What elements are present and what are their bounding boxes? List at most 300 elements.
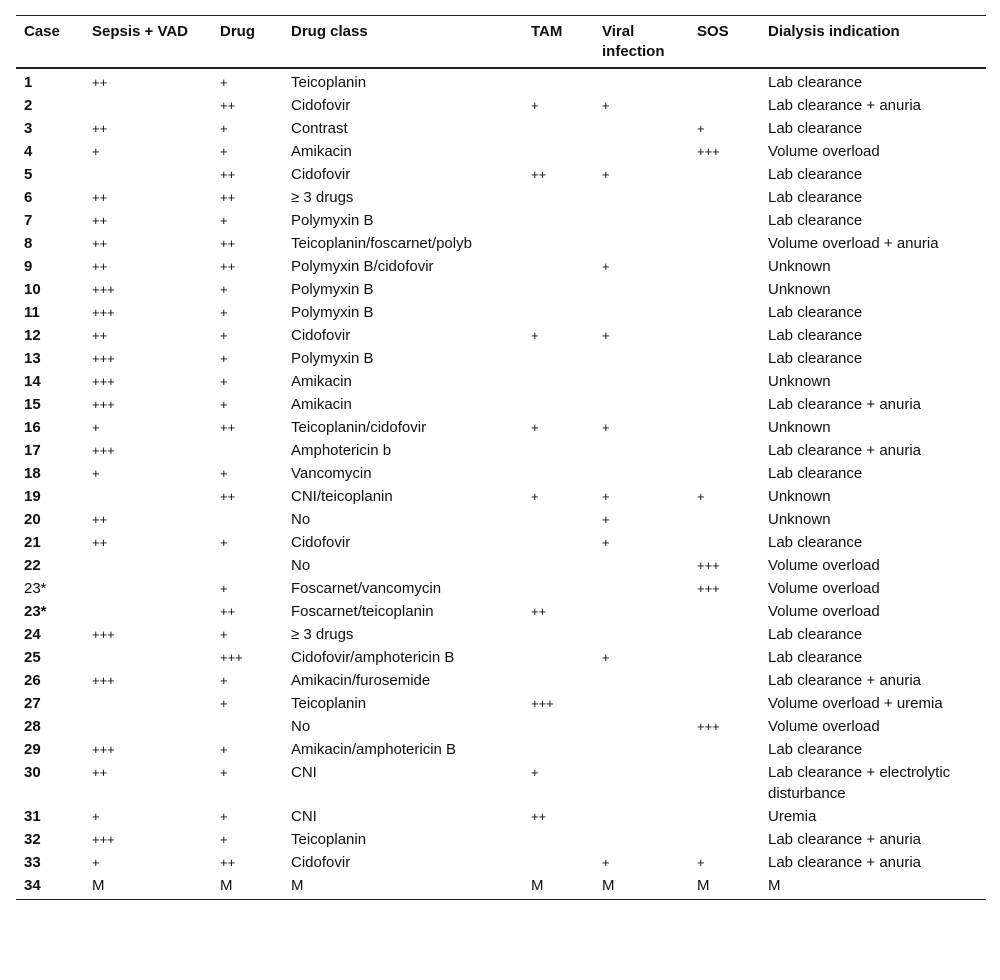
cell-drug: ++ (220, 236, 236, 251)
cell-drug-class: Cidofovir (291, 97, 351, 114)
cell-drug-class: No (291, 718, 311, 735)
cell-sos (689, 324, 760, 347)
cell-sos: M (689, 874, 760, 900)
cell-sepsis-vad (84, 554, 212, 577)
cell-drug: + (220, 328, 228, 343)
cell-sos (689, 761, 760, 805)
cell-case: 33 (24, 854, 41, 871)
cell-sos (689, 531, 760, 554)
cell-dialysis-indication: Volume overload + anuria (768, 235, 939, 252)
cell-drug-class: Polymyxin B (291, 350, 374, 367)
cell-drug: + (220, 305, 228, 320)
cell-tam (523, 669, 594, 692)
cell-tam (523, 715, 594, 738)
cell-dialysis-indication: Unknown (768, 373, 831, 390)
cell-sepsis-vad (84, 163, 212, 186)
cell-drug-class: Teicoplanin (291, 695, 367, 712)
cell-viral-infection: M (594, 874, 689, 900)
cell-drug-class: Cidofovir/amphotericin B (291, 649, 455, 666)
cell-case: 4 (24, 143, 33, 160)
cell-sepsis-vad: ++ (92, 121, 108, 136)
cell-viral-infection (594, 805, 689, 828)
cell-dialysis-indication: Unknown (768, 281, 831, 298)
cell-sos (689, 416, 760, 439)
cell-tam: ++ (531, 167, 547, 182)
table-row (16, 874, 986, 900)
cell-tam: ++ (531, 604, 547, 619)
cell-sos: + (697, 489, 705, 504)
cell-tam (523, 646, 594, 669)
table-row (16, 439, 986, 462)
cell-sos (689, 393, 760, 416)
cell-drug-class: Amikacin/furosemide (291, 672, 431, 689)
table-row (16, 508, 986, 531)
cell-tam (523, 255, 594, 278)
cell-tam: + (531, 489, 539, 504)
cell-drug: + (220, 742, 228, 757)
cell-sepsis-vad: + (92, 809, 100, 824)
cell-drug: + (220, 765, 228, 780)
cell-dialysis-indication: Lab clearance (768, 465, 863, 482)
cell-case: 25 (24, 649, 41, 666)
cell-viral-infection (594, 347, 689, 370)
cell-sos: +++ (697, 144, 720, 159)
cell-dialysis-indication: Volume overload (768, 557, 880, 574)
cell-sepsis-vad: ++ (92, 328, 108, 343)
cell-drug: + (220, 213, 228, 228)
cell-viral-infection (594, 278, 689, 301)
cell-drug: ++ (220, 604, 236, 619)
cell-viral-infection (594, 140, 689, 163)
cell-tam: + (531, 98, 539, 113)
cell-dialysis-indication: Lab clearance + anuria (768, 672, 922, 689)
cell-viral-infection (594, 669, 689, 692)
cell-viral-infection: + (602, 489, 610, 504)
cell-tam: + (531, 420, 539, 435)
cell-drug: + (220, 696, 228, 711)
cell-viral-infection: + (602, 855, 610, 870)
cell-drug: +++ (220, 650, 243, 665)
cell-dialysis-indication: M (760, 874, 986, 900)
cell-case: 32 (24, 831, 41, 848)
cell-dialysis-indication: Volume overload (768, 718, 880, 735)
cell-drug-class: CNI (291, 764, 317, 781)
cell-drug: + (220, 535, 228, 550)
table-row (16, 761, 986, 805)
cell-viral-infection (594, 439, 689, 462)
table-row (16, 370, 986, 393)
cell-case: 18 (24, 465, 41, 482)
table-row (16, 278, 986, 301)
cell-sos (689, 94, 760, 117)
cell-drug-class: Teicoplanin/foscarnet/polyb (291, 235, 472, 252)
cell-drug-class: CNI (291, 808, 317, 825)
cell-dialysis-indication: Volume overload (768, 143, 880, 160)
cell-drug: + (220, 75, 228, 90)
table-row (16, 255, 986, 278)
table-row (16, 554, 986, 577)
cell-viral-infection (594, 232, 689, 255)
cell-drug (212, 715, 283, 738)
cell-case: 34 (16, 874, 84, 900)
cell-tam: + (531, 328, 539, 343)
cell-case: 21 (24, 534, 41, 551)
cell-viral-infection (594, 462, 689, 485)
cell-tam (523, 347, 594, 370)
cell-drug-class: Cidofovir (291, 327, 351, 344)
cell-tam: +++ (531, 696, 554, 711)
table-row (16, 646, 986, 669)
cell-dialysis-indication: Uremia (768, 808, 817, 825)
cell-drug: ++ (220, 259, 236, 274)
table-row (16, 140, 986, 163)
cell-case: 12 (24, 327, 41, 344)
table-row (16, 692, 986, 715)
cell-sepsis-vad: +++ (92, 742, 115, 757)
cell-viral-infection (594, 209, 689, 232)
cell-viral-infection (594, 623, 689, 646)
table-row (16, 485, 986, 508)
table-row (16, 577, 986, 600)
cell-drug: M (212, 874, 283, 900)
cell-sepsis-vad: ++ (92, 259, 108, 274)
cell-dialysis-indication: Unknown (768, 419, 831, 436)
cell-viral-infection (594, 761, 689, 805)
cell-viral-infection (594, 301, 689, 324)
cell-case: 17 (24, 442, 41, 459)
table-row (16, 416, 986, 439)
cell-drug-class: Polymyxin B/cidofovir (291, 258, 434, 275)
cell-dialysis-indication: Unknown (768, 258, 831, 275)
cell-sepsis-vad: +++ (92, 673, 115, 688)
cell-tam (523, 278, 594, 301)
cell-sepsis-vad (84, 600, 212, 623)
cell-case: 11 (24, 304, 40, 321)
table-row (16, 462, 986, 485)
cell-drug-class: Amphotericin b (291, 442, 392, 459)
cell-viral-infection: + (602, 98, 610, 113)
cell-tam (523, 232, 594, 255)
table-row (16, 186, 986, 209)
cell-tam (523, 393, 594, 416)
table-row (16, 600, 986, 623)
cell-case: 16 (24, 419, 41, 436)
cell-sepsis-vad (84, 577, 212, 600)
cell-tam (523, 301, 594, 324)
cell-sos: + (697, 121, 705, 136)
cell-drug: ++ (220, 420, 236, 435)
cell-viral-infection: + (602, 420, 610, 435)
cell-viral-infection (594, 554, 689, 577)
cell-drug-class: Polymyxin B (291, 281, 374, 298)
cell-sepsis-vad: ++ (92, 512, 108, 527)
cell-case: 22 (24, 557, 41, 574)
cell-case: 8 (24, 235, 33, 252)
cell-sepsis-vad: +++ (92, 627, 115, 642)
cell-sos (689, 347, 760, 370)
cell-drug-class: Polymyxin B (291, 304, 374, 321)
cell-dialysis-indication: Lab clearance + anuria (768, 396, 922, 413)
cell-case: 10 (24, 281, 41, 298)
cell-sos: +++ (697, 719, 720, 734)
cell-viral-infection: + (602, 167, 610, 182)
cell-dialysis-indication: Lab clearance + anuria (768, 854, 922, 871)
cell-tam (523, 851, 594, 874)
cell-viral-infection (594, 715, 689, 738)
cell-case: 6 (24, 189, 33, 206)
cell-dialysis-indication: Volume overload (768, 580, 880, 597)
cell-sos (689, 828, 760, 851)
table-row (16, 347, 986, 370)
cell-case: 27 (24, 695, 41, 712)
cell-drug: + (220, 673, 228, 688)
cell-tam (523, 623, 594, 646)
table-row (16, 393, 986, 416)
cell-sos (689, 738, 760, 761)
cell-dialysis-indication: Unknown (768, 511, 831, 528)
cell-case: 7 (24, 212, 33, 229)
cell-drug (212, 439, 283, 462)
cell-drug: + (220, 282, 228, 297)
cell-viral-infection: + (602, 259, 610, 274)
cell-drug-class: Amikacin (291, 143, 352, 160)
cell-dialysis-indication: Lab clearance + anuria (768, 831, 922, 848)
cell-case: 24 (24, 626, 41, 643)
cell-tam (523, 738, 594, 761)
cell-sepsis-vad (84, 715, 212, 738)
cell-drug-class: ≥ 3 drugs (291, 626, 354, 643)
cell-case: 13 (24, 350, 41, 367)
cell-drug: ++ (220, 98, 236, 113)
cell-case: 20 (24, 511, 41, 528)
cell-viral-infection (594, 828, 689, 851)
table-row (16, 531, 986, 554)
cell-sos (689, 623, 760, 646)
cell-drug-class: Teicoplanin (291, 831, 367, 848)
cell-case: 23* (24, 580, 47, 597)
cell-sos (689, 646, 760, 669)
cell-tam (523, 209, 594, 232)
cell-tam (523, 140, 594, 163)
cell-sepsis-vad (84, 692, 212, 715)
cell-dialysis-indication: Lab clearance (768, 327, 863, 344)
cell-viral-infection (594, 600, 689, 623)
table-row (16, 828, 986, 851)
table-row (16, 68, 986, 94)
cell-dialysis-indication: Lab clearance (768, 120, 863, 137)
cell-sepsis-vad: ++ (92, 190, 108, 205)
cell-sepsis-vad: + (92, 855, 100, 870)
cell-viral-infection: + (602, 650, 610, 665)
table-row (16, 669, 986, 692)
cell-sos (689, 209, 760, 232)
cell-case: 2 (24, 97, 33, 114)
cell-drug (212, 508, 283, 531)
table-row (16, 163, 986, 186)
cell-viral-infection (594, 393, 689, 416)
table-row (16, 324, 986, 347)
header-dialysis-indication: Dialysis indication (760, 16, 986, 69)
cell-sos: +++ (697, 581, 720, 596)
cell-sos (689, 462, 760, 485)
cell-drug: + (220, 581, 228, 596)
cell-drug-class: Amikacin (291, 396, 352, 413)
cell-sepsis-vad (84, 94, 212, 117)
cell-viral-infection (594, 577, 689, 600)
cell-case: 30 (24, 764, 41, 781)
table-row (16, 738, 986, 761)
cell-dialysis-indication: Lab clearance (768, 626, 863, 643)
cell-case: 23* (24, 603, 47, 620)
cell-drug-class: Teicoplanin (291, 74, 367, 91)
table-row (16, 117, 986, 140)
cell-viral-infection (594, 68, 689, 94)
cell-viral-infection (594, 738, 689, 761)
cell-tam (523, 462, 594, 485)
cell-sepsis-vad: + (92, 420, 100, 435)
cell-case: 15 (24, 396, 41, 413)
cell-sos (689, 600, 760, 623)
cell-drug: ++ (220, 190, 236, 205)
cell-sepsis-vad (84, 646, 212, 669)
cell-sos (689, 68, 760, 94)
cell-drug: ++ (220, 855, 236, 870)
cell-dialysis-indication: Unknown (768, 488, 831, 505)
cell-tam (523, 186, 594, 209)
table-row (16, 209, 986, 232)
cell-drug (212, 554, 283, 577)
table-row (16, 851, 986, 874)
cell-drug-class: Cidofovir (291, 166, 351, 183)
cell-tam (523, 370, 594, 393)
cell-case: 5 (24, 166, 33, 183)
cell-case: 1 (24, 74, 33, 91)
cell-dialysis-indication: Lab clearance (768, 304, 863, 321)
cell-drug-class: Foscarnet/vancomycin (291, 580, 442, 597)
cell-tam: + (531, 765, 539, 780)
cell-drug: ++ (220, 489, 236, 504)
cell-case: 28 (24, 718, 41, 735)
cell-sepsis-vad: +++ (92, 351, 115, 366)
cell-case: 14 (24, 373, 41, 390)
cell-dialysis-indication: Lab clearance (768, 166, 863, 183)
cell-tam (523, 554, 594, 577)
cell-tam (523, 117, 594, 140)
cell-sos: +++ (697, 558, 720, 573)
cell-sepsis-vad: + (92, 144, 100, 159)
cell-viral-infection (594, 692, 689, 715)
header-viral-infection: Viral infection (594, 16, 689, 69)
cell-sepsis-vad: +++ (92, 397, 115, 412)
cell-dialysis-indication: Lab clearance (768, 212, 863, 229)
cell-sepsis-vad: +++ (92, 282, 115, 297)
cell-dialysis-indication: Volume overload (768, 603, 880, 620)
header-case: Case (16, 16, 84, 69)
cell-sos (689, 439, 760, 462)
cell-dialysis-indication: Lab clearance (768, 350, 863, 367)
cell-case: 19 (24, 488, 41, 505)
cell-sepsis-vad: ++ (92, 535, 108, 550)
cell-tam (523, 439, 594, 462)
cell-drug: + (220, 466, 228, 481)
cell-sos (689, 805, 760, 828)
cell-drug-class: Foscarnet/teicoplanin (291, 603, 434, 620)
cell-tam (523, 508, 594, 531)
cell-drug: ++ (220, 167, 236, 182)
dialysis-cases-table (16, 15, 986, 900)
cell-dialysis-indication: Lab clearance (768, 649, 863, 666)
cell-sos (689, 232, 760, 255)
cell-drug-class: M (283, 874, 523, 900)
cell-drug: + (220, 351, 228, 366)
cell-sos (689, 301, 760, 324)
cell-drug: + (220, 121, 228, 136)
cell-sos (689, 692, 760, 715)
table-row (16, 623, 986, 646)
header-sepsis-vad: Sepsis + VAD (84, 16, 212, 69)
cell-tam (523, 577, 594, 600)
cell-drug-class: Polymyxin B (291, 212, 374, 229)
cell-tam (523, 68, 594, 94)
cell-sos (689, 370, 760, 393)
header-drug: Drug (212, 16, 283, 69)
cell-sos (689, 278, 760, 301)
cell-drug: + (220, 374, 228, 389)
cell-dialysis-indication: Lab clearance (768, 741, 863, 758)
cell-tam: ++ (531, 809, 547, 824)
cell-sepsis-vad: ++ (92, 213, 108, 228)
cell-dialysis-indication: Lab clearance (768, 534, 863, 551)
cell-drug-class: ≥ 3 drugs (291, 189, 354, 206)
cell-viral-infection: + (602, 512, 610, 527)
cell-sepsis-vad (84, 485, 212, 508)
table-row (16, 232, 986, 255)
cell-sepsis-vad: ++ (92, 75, 108, 90)
cell-drug-class: Vancomycin (291, 465, 372, 482)
cell-tam (523, 828, 594, 851)
cell-sepsis-vad: +++ (92, 374, 115, 389)
table-header (16, 16, 986, 69)
cell-drug: + (220, 144, 228, 159)
cell-drug-class: CNI/teicoplanin (291, 488, 393, 505)
cell-viral-infection (594, 186, 689, 209)
cell-sos (689, 669, 760, 692)
cell-sepsis-vad: +++ (92, 832, 115, 847)
cell-drug: + (220, 627, 228, 642)
cell-case: 26 (24, 672, 41, 689)
cell-sos (689, 186, 760, 209)
cell-drug-class: Cidofovir (291, 534, 351, 551)
cell-drug-class: Amikacin (291, 373, 352, 390)
cell-tam (523, 531, 594, 554)
header-drug-class: Drug class (283, 16, 523, 69)
cell-drug-class: Contrast (291, 120, 348, 137)
cell-dialysis-indication: Lab clearance + anuria (768, 442, 922, 459)
table-body (16, 68, 986, 900)
table-row (16, 301, 986, 324)
cell-tam: M (523, 874, 594, 900)
cell-case: 31 (24, 808, 41, 825)
header-row (16, 16, 986, 69)
table-row (16, 94, 986, 117)
cell-sos: + (697, 855, 705, 870)
cell-viral-infection (594, 370, 689, 393)
cell-sepsis-vad: +++ (92, 305, 115, 320)
cell-drug: + (220, 832, 228, 847)
cell-dialysis-indication: Lab clearance + electrolytic disturbance (768, 764, 951, 802)
cell-sos (689, 163, 760, 186)
cell-viral-infection: + (602, 328, 610, 343)
